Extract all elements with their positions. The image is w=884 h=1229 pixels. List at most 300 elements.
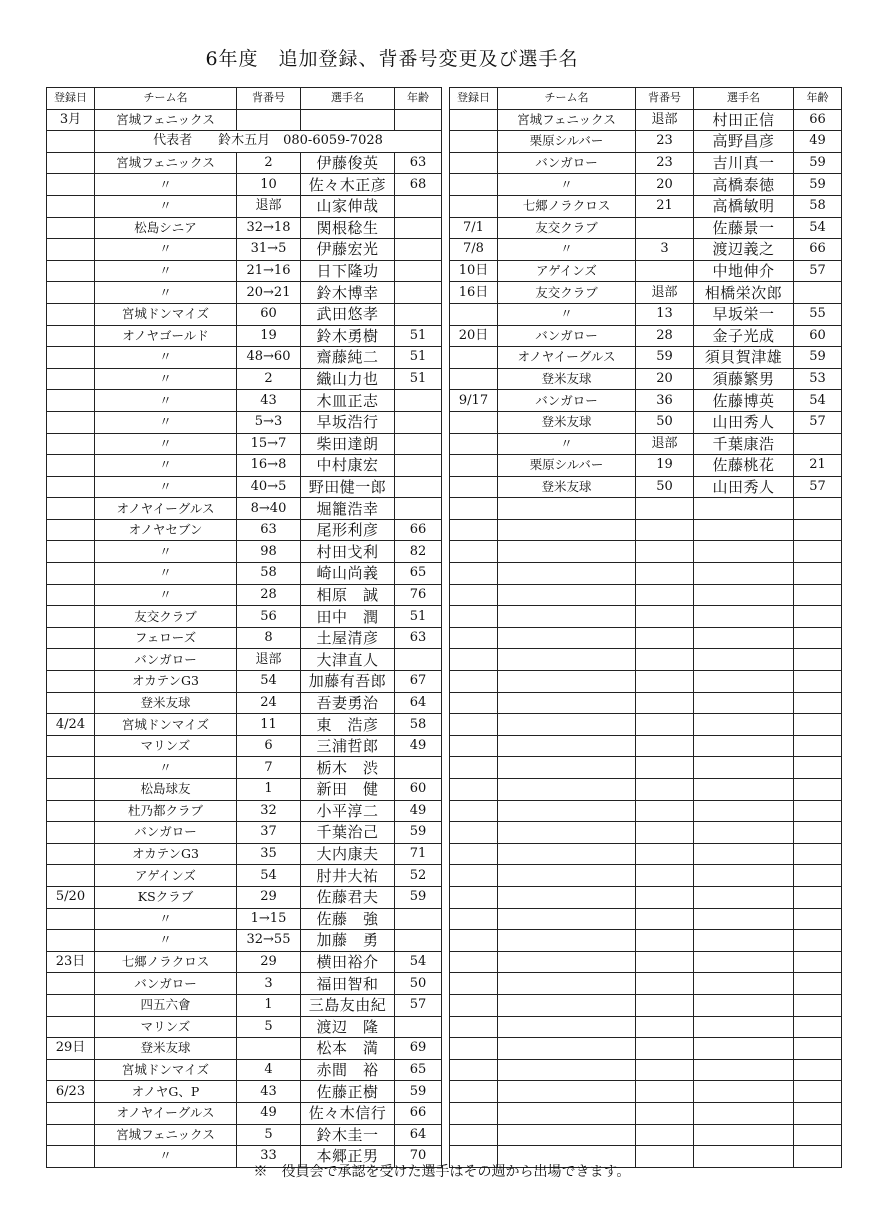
header-number: 背番号 — [237, 88, 301, 110]
cell-number: 40→5 — [237, 476, 301, 498]
cell-player: 佐藤桃花 — [694, 455, 794, 477]
table-row — [47, 498, 442, 520]
cell-player — [694, 714, 794, 736]
cell-player: 金子光成 — [694, 325, 794, 347]
cell-date — [47, 671, 95, 693]
table-row — [450, 649, 842, 671]
table-row — [47, 347, 442, 369]
cell-number: 1 — [237, 779, 301, 801]
table-row — [47, 973, 442, 995]
cell-player: 木皿正志 — [301, 390, 395, 412]
cell-date: 9/17 — [450, 390, 498, 412]
table-row — [450, 930, 842, 952]
table-header-row — [47, 88, 442, 110]
cell-number: 20 — [636, 174, 694, 196]
cell-player: 佐々木正彦 — [301, 174, 395, 196]
cell-date — [450, 800, 498, 822]
cell-number: 5 — [237, 1016, 301, 1038]
cell-age — [395, 282, 442, 304]
cell-number: 10 — [237, 174, 301, 196]
cell-date — [47, 152, 95, 174]
cell-number: 32→18 — [237, 217, 301, 239]
cell-team: 〃 — [95, 282, 237, 304]
cell-player: 松本 満 — [301, 1038, 395, 1060]
cell-age: 60 — [794, 325, 842, 347]
cell-age: 68 — [395, 174, 442, 196]
cell-number — [636, 541, 694, 563]
cell-player: 三島友由紀 — [301, 994, 395, 1016]
cell-player: 佐々木信行 — [301, 1102, 395, 1124]
cell-date: 16日 — [450, 282, 498, 304]
table-row — [47, 865, 442, 887]
cell-number — [636, 865, 694, 887]
cell-date — [450, 476, 498, 498]
table-row — [47, 239, 442, 261]
table-row — [47, 843, 442, 865]
cell-age — [794, 541, 842, 563]
cell-number: 5→3 — [237, 411, 301, 433]
cell-date — [47, 973, 95, 995]
cell-player — [694, 1124, 794, 1146]
cell-age — [794, 692, 842, 714]
cell-team — [498, 908, 636, 930]
cell-team: KSクラブ — [95, 886, 237, 908]
cell-date — [47, 584, 95, 606]
cell-date — [450, 433, 498, 455]
cell-team: 登米友球 — [95, 692, 237, 714]
cell-team: 友交クラブ — [498, 217, 636, 239]
cell-team: 登米友球 — [498, 476, 636, 498]
cell-number: 28 — [237, 584, 301, 606]
cell-age: 59 — [794, 174, 842, 196]
cell-age: 63 — [395, 152, 442, 174]
table-row — [47, 714, 442, 736]
cell-player: 鈴木博幸 — [301, 282, 395, 304]
cell-age: 82 — [395, 541, 442, 563]
table-row — [47, 109, 442, 131]
cell-date — [47, 563, 95, 585]
table-row — [47, 174, 442, 196]
cell-team: オノヤG、P — [95, 1081, 237, 1103]
cell-date — [47, 455, 95, 477]
cell-player: 佐藤博英 — [694, 390, 794, 412]
cell-player — [694, 1038, 794, 1060]
cell-age: 21 — [794, 455, 842, 477]
cell-age: 51 — [395, 347, 442, 369]
cell-team: 松島シニア — [95, 217, 237, 239]
table-row — [450, 303, 842, 325]
table-row — [450, 1124, 842, 1146]
cell-team — [498, 1016, 636, 1038]
cell-team: マリンズ — [95, 1016, 237, 1038]
table-row — [47, 152, 442, 174]
cell-date: 4/24 — [47, 714, 95, 736]
cell-player: 織山力也 — [301, 368, 395, 390]
table-row — [450, 994, 842, 1016]
cell-number: 32 — [237, 800, 301, 822]
cell-date — [450, 973, 498, 995]
cell-team: 〃 — [95, 195, 237, 217]
cell-number: 98 — [237, 541, 301, 563]
cell-age: 58 — [794, 195, 842, 217]
cell-age — [794, 519, 842, 541]
cell-team: バンガロー — [498, 325, 636, 347]
cell-player: 中村康宏 — [301, 455, 395, 477]
cell-number: 29 — [237, 951, 301, 973]
cell-team: オノヤイーグルス — [498, 347, 636, 369]
cell-player — [694, 1016, 794, 1038]
cell-age — [395, 433, 442, 455]
table-row — [47, 325, 442, 347]
cell-age: 49 — [395, 735, 442, 757]
cell-age: 52 — [395, 865, 442, 887]
cell-player: 山田秀人 — [694, 476, 794, 498]
table-row — [47, 1038, 442, 1060]
cell-team — [498, 1102, 636, 1124]
cell-player: 千葉治己 — [301, 822, 395, 844]
cell-age — [794, 886, 842, 908]
cell-team: 〃 — [95, 239, 237, 261]
cell-number — [636, 1038, 694, 1060]
cell-player: 福田智和 — [301, 973, 395, 995]
table-row — [47, 1016, 442, 1038]
cell-date — [450, 1016, 498, 1038]
cell-player: 佐藤君夫 — [301, 886, 395, 908]
header-age: 年齢 — [395, 88, 442, 110]
cell-team: オノヤセブン — [95, 519, 237, 541]
table-row — [47, 455, 442, 477]
cell-date — [450, 1081, 498, 1103]
cell-number: 退部 — [636, 282, 694, 304]
header-team: チーム名 — [498, 88, 636, 110]
cell-number: 5 — [237, 1124, 301, 1146]
cell-team: 〃 — [95, 390, 237, 412]
cell-team — [498, 498, 636, 520]
page-title: 6年度 追加登録、背番号変更及び選手名 — [205, 48, 579, 70]
cell-age: 57 — [794, 411, 842, 433]
cell-team: 〃 — [498, 433, 636, 455]
cell-number: 19 — [237, 325, 301, 347]
cell-player — [694, 886, 794, 908]
cell-number: 43 — [237, 390, 301, 412]
cell-team: 宮城ドンマイズ — [95, 714, 237, 736]
table-row — [450, 692, 842, 714]
cell-number: 8→40 — [237, 498, 301, 520]
cell-date — [450, 411, 498, 433]
cell-team — [498, 822, 636, 844]
cell-team — [498, 843, 636, 865]
footer-note: ※ 役員会で承認を受けた選手はその週から出場できます。 — [253, 1164, 631, 1180]
cell-number — [636, 735, 694, 757]
cell-date — [450, 519, 498, 541]
cell-player: 相原 誠 — [301, 584, 395, 606]
cell-team: バンガロー — [498, 390, 636, 412]
cell-age — [794, 930, 842, 952]
cell-date — [47, 541, 95, 563]
cell-age: 66 — [794, 109, 842, 131]
cell-player: 武田悠孝 — [301, 303, 395, 325]
cell-player — [694, 735, 794, 757]
cell-date: 5/20 — [47, 886, 95, 908]
cell-player: 千葉康浩 — [694, 433, 794, 455]
cell-team — [498, 541, 636, 563]
cell-date: 6/23 — [47, 1081, 95, 1103]
cell-team: バンガロー — [95, 973, 237, 995]
cell-age — [794, 994, 842, 1016]
table-row — [450, 325, 842, 347]
cell-player — [694, 951, 794, 973]
cell-number — [636, 994, 694, 1016]
cell-player — [301, 109, 395, 131]
table-row — [450, 195, 842, 217]
cell-number — [636, 649, 694, 671]
table-row — [450, 411, 842, 433]
cell-age — [794, 973, 842, 995]
cell-age — [794, 757, 842, 779]
cell-number — [636, 692, 694, 714]
cell-age — [794, 779, 842, 801]
table-row — [47, 994, 442, 1016]
table-row — [47, 800, 442, 822]
cell-age: 59 — [395, 1081, 442, 1103]
table-row — [47, 606, 442, 628]
cell-date — [47, 649, 95, 671]
cell-number: 20 — [636, 368, 694, 390]
table-row — [47, 757, 442, 779]
cell-number: 6 — [237, 735, 301, 757]
cell-team: バンガロー — [498, 152, 636, 174]
cell-team — [498, 606, 636, 628]
cell-date — [450, 1059, 498, 1081]
table-row — [450, 541, 842, 563]
cell-number: 退部 — [636, 109, 694, 131]
cell-player: 須藤繁男 — [694, 368, 794, 390]
cell-date — [450, 930, 498, 952]
cell-date — [47, 779, 95, 801]
cell-age — [395, 217, 442, 239]
cell-number — [636, 822, 694, 844]
cell-team — [498, 563, 636, 585]
cell-date — [450, 1038, 498, 1060]
cell-player: 相橋栄次郎 — [694, 282, 794, 304]
cell-number: 1 — [237, 994, 301, 1016]
cell-number: 36 — [636, 390, 694, 412]
cell-player: 渡辺義之 — [694, 239, 794, 261]
cell-team — [498, 584, 636, 606]
cell-number: 11 — [237, 714, 301, 736]
cell-age — [794, 1081, 842, 1103]
cell-date — [47, 368, 95, 390]
cell-age — [395, 303, 442, 325]
cell-player — [694, 649, 794, 671]
cell-team: 〃 — [95, 757, 237, 779]
cell-number: 37 — [237, 822, 301, 844]
cell-date — [47, 433, 95, 455]
cell-age: 64 — [395, 1124, 442, 1146]
header-date: 登録日 — [450, 88, 498, 110]
table-row — [450, 779, 842, 801]
cell-date — [450, 131, 498, 153]
cell-team: 七郷ノラクロス — [95, 951, 237, 973]
cell-date — [450, 822, 498, 844]
cell-team: オノヤイーグルス — [95, 498, 237, 520]
cell-age: 65 — [395, 1059, 442, 1081]
table-row — [450, 131, 842, 153]
table-row — [450, 800, 842, 822]
cell-age — [794, 951, 842, 973]
cell-date — [47, 217, 95, 239]
cell-player: 佐藤景一 — [694, 217, 794, 239]
table-row — [47, 1081, 442, 1103]
table-row — [47, 519, 442, 541]
cell-representative: 代表者 鈴木五月 080-6059-7028 — [95, 131, 442, 153]
table-row — [47, 908, 442, 930]
cell-team: 宮城フェニックス — [95, 109, 237, 131]
table-row — [450, 951, 842, 973]
cell-date — [450, 627, 498, 649]
cell-player: 伊藤宏光 — [301, 239, 395, 261]
cell-age — [395, 411, 442, 433]
cell-number: 31→5 — [237, 239, 301, 261]
cell-team: 松島球友 — [95, 779, 237, 801]
cell-number: 23 — [636, 152, 694, 174]
cell-date — [47, 260, 95, 282]
cell-date — [47, 282, 95, 304]
cell-number — [636, 930, 694, 952]
cell-team: 登米友球 — [95, 1038, 237, 1060]
cell-player — [694, 843, 794, 865]
cell-team: 〃 — [95, 260, 237, 282]
cell-date — [47, 627, 95, 649]
cell-player — [694, 606, 794, 628]
table-row — [47, 131, 442, 153]
cell-number — [636, 260, 694, 282]
cell-player: 肘井大祐 — [301, 865, 395, 887]
cell-date: 7/8 — [450, 239, 498, 261]
cell-team: アゲインズ — [95, 865, 237, 887]
table-row — [47, 930, 442, 952]
cell-date — [450, 347, 498, 369]
table-row — [450, 843, 842, 865]
cell-age: 60 — [395, 779, 442, 801]
cell-date: 3月 — [47, 109, 95, 131]
cell-age — [794, 584, 842, 606]
cell-player: 渡辺 隆 — [301, 1016, 395, 1038]
cell-date — [47, 994, 95, 1016]
cell-date — [47, 735, 95, 757]
cell-number: 21 — [636, 195, 694, 217]
table-row — [450, 282, 842, 304]
cell-player: 小平淳二 — [301, 800, 395, 822]
cell-team — [498, 1059, 636, 1081]
table-row — [450, 757, 842, 779]
table-row — [450, 1081, 842, 1103]
cell-number — [636, 908, 694, 930]
cell-team: 宮城フェニックス — [95, 1124, 237, 1146]
table-row — [450, 1016, 842, 1038]
cell-age — [395, 195, 442, 217]
table-row — [47, 649, 442, 671]
cell-number — [636, 563, 694, 585]
cell-team — [498, 973, 636, 995]
cell-number: 35 — [237, 843, 301, 865]
cell-number: 33 — [237, 1146, 301, 1168]
cell-team: 栗原シルバー — [498, 455, 636, 477]
cell-number: 4 — [237, 1059, 301, 1081]
table-row — [450, 519, 842, 541]
cell-date — [47, 843, 95, 865]
table-row — [450, 109, 842, 131]
cell-age — [794, 865, 842, 887]
cell-number — [636, 714, 694, 736]
cell-number — [636, 519, 694, 541]
cell-team: 友交クラブ — [95, 606, 237, 628]
cell-number: 60 — [237, 303, 301, 325]
table-row — [47, 735, 442, 757]
table-row — [47, 1124, 442, 1146]
cell-age — [794, 843, 842, 865]
cell-date — [450, 584, 498, 606]
cell-age — [395, 930, 442, 952]
table-row — [450, 714, 842, 736]
cell-date — [450, 757, 498, 779]
cell-player: 早坂浩行 — [301, 411, 395, 433]
cell-number — [636, 1081, 694, 1103]
cell-number: 15→7 — [237, 433, 301, 455]
cell-player: 田中 潤 — [301, 606, 395, 628]
cell-player: 佐藤 強 — [301, 908, 395, 930]
cell-number — [636, 757, 694, 779]
table-row — [47, 411, 442, 433]
cell-player: 東 浩彦 — [301, 714, 395, 736]
cell-number: 退部 — [237, 649, 301, 671]
cell-date — [450, 109, 498, 131]
cell-number: 24 — [237, 692, 301, 714]
cell-team — [498, 930, 636, 952]
table-row — [47, 433, 442, 455]
cell-date — [450, 994, 498, 1016]
cell-age — [794, 627, 842, 649]
cell-age: 59 — [395, 822, 442, 844]
cell-number: 49 — [237, 1102, 301, 1124]
cell-date — [450, 779, 498, 801]
cell-player: 三浦哲郎 — [301, 735, 395, 757]
cell-player — [694, 865, 794, 887]
cell-player — [694, 994, 794, 1016]
cell-age: 51 — [395, 606, 442, 628]
cell-team: 〃 — [95, 541, 237, 563]
cell-age — [794, 1016, 842, 1038]
cell-number: 3 — [636, 239, 694, 261]
cell-age: 67 — [395, 671, 442, 693]
cell-number — [636, 886, 694, 908]
table-row — [47, 563, 442, 585]
cell-age: 49 — [794, 131, 842, 153]
cell-age: 54 — [794, 217, 842, 239]
cell-number: 7 — [237, 757, 301, 779]
cell-team: 〃 — [95, 930, 237, 952]
cell-age — [395, 109, 442, 131]
table-row — [47, 584, 442, 606]
cell-age: 59 — [794, 152, 842, 174]
cell-player: 日下隆功 — [301, 260, 395, 282]
cell-age: 57 — [395, 994, 442, 1016]
cell-number — [636, 1102, 694, 1124]
cell-date — [450, 368, 498, 390]
cell-team: 〃 — [95, 433, 237, 455]
cell-team: 〃 — [95, 347, 237, 369]
cell-number — [636, 1016, 694, 1038]
